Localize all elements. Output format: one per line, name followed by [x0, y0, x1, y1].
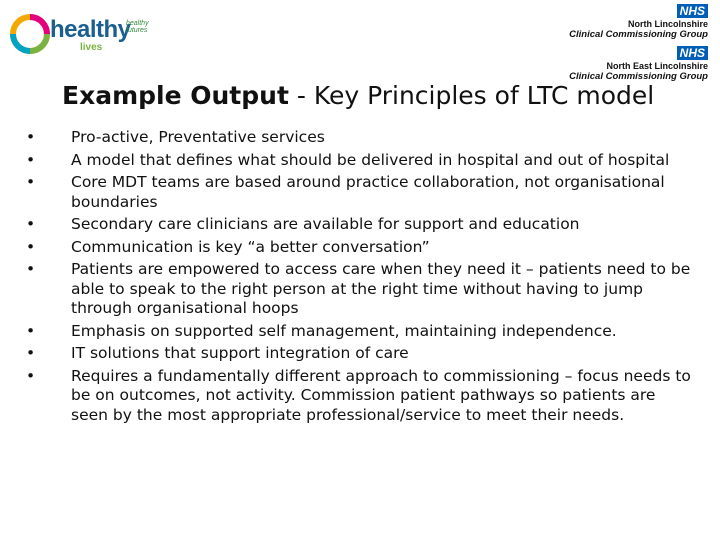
nhs-north-lincolnshire-logo — [569, 0, 708, 40]
bullet-text: Requires a fundamentally different approach to commissioning – focus needs to be on outcomes, not activity. Commission patient pathways so patients are seen by the most appropriate professional/service to meet their needs. — [71, 366, 691, 424]
logo-tagline-line-1: healthy — [126, 20, 149, 27]
bullet-glyph: • — [26, 237, 36, 256]
bullet-glyph: • — [26, 150, 36, 169]
bullet-item — [26, 151, 694, 171]
bullet-text: Core MDT teams are based around practice collaboration, not organisational boundaries — [71, 173, 665, 211]
bullet-glyph: • — [26, 215, 36, 233]
slide-title-bold: Example Output — [62, 81, 289, 110]
bullet-item — [26, 128, 694, 148]
slide-title-rest: - Key Principles of LTC model — [288, 81, 655, 110]
slide-title — [62, 80, 654, 112]
logo-tagline — [126, 20, 149, 35]
logo-sub-word: lives — [80, 42, 103, 53]
bullet-text: Pro-active, Preventative services — [71, 128, 325, 146]
nhs-north-east-lincolnshire-logo — [569, 42, 708, 82]
bullet-text: Patients are empowered to access care when they need it – patients need to be able to speak to the right person at the right time without having to jump through organisational hoops — [71, 260, 691, 317]
swirl-logo-icon — [8, 12, 54, 56]
bullet-glyph: • — [26, 344, 36, 362]
bullet-item — [26, 260, 694, 319]
bullet-text: A model that defines what should be delivered in hospital and out of hospital — [71, 150, 670, 169]
bullet-glyph: • — [26, 260, 36, 278]
bullet-text: Emphasis on supported self management, maintaining independence. — [71, 321, 617, 340]
nhs-organisation-name: North East Lincolnshire — [606, 61, 708, 71]
bullet-text: IT solutions that support integration of care — [71, 344, 409, 362]
bullet-item — [26, 215, 694, 235]
bullet-list — [26, 128, 694, 428]
healthy-lives-logo — [8, 12, 158, 56]
nhs-badge: NHS — [677, 46, 708, 60]
nhs-organisation-name: North Lincolnshire — [627, 19, 708, 29]
nhs-badge: NHS — [677, 4, 708, 18]
logo-tagline-line-2: futures — [126, 27, 148, 35]
bullet-glyph: • — [26, 128, 36, 146]
nhs-group-name: Clinical Commissioning Group — [569, 71, 708, 82]
bullet-glyph: • — [26, 366, 36, 385]
nhs-group-name: Clinical Commissioning Group — [569, 29, 708, 40]
bullet-glyph: • — [26, 321, 36, 340]
bullet-item — [26, 238, 694, 258]
bullet-text: Secondary care clinicians are available for support and education — [71, 215, 580, 233]
bullet-item — [26, 173, 694, 212]
logo-wordmark: healthy — [50, 16, 131, 43]
bullet-item — [26, 367, 694, 426]
bullet-item — [26, 322, 694, 342]
bullet-text: Communication is key “a better conversation” — [71, 237, 430, 256]
bullet-item — [26, 344, 694, 364]
bullet-glyph: • — [26, 173, 36, 191]
